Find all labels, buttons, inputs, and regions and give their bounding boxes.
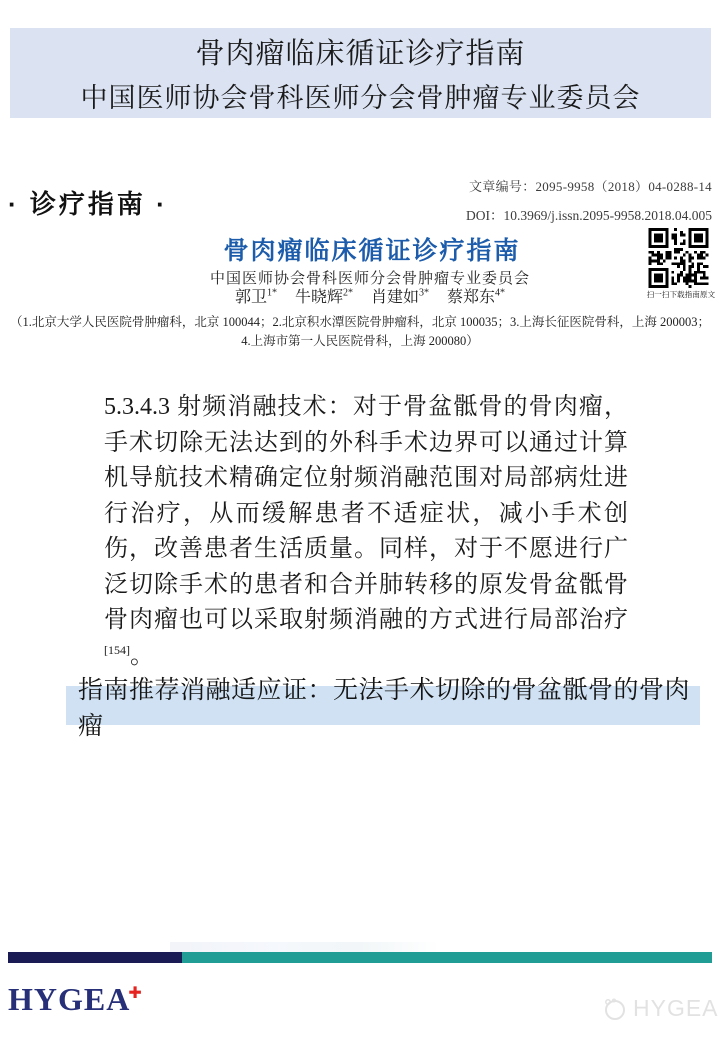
author (295, 289, 353, 306)
author (447, 289, 505, 306)
red-cross-icon: ✚ (128, 983, 143, 1002)
qr-code-icon (647, 228, 710, 288)
author (371, 289, 429, 306)
reference-marker: [154] (104, 642, 130, 657)
author-sup: 3* (419, 287, 430, 299)
section-label: · 诊疗指南 · (8, 189, 168, 219)
body-paragraph (104, 390, 628, 674)
author-sup: 2* (343, 287, 353, 299)
author-name: 肖建如 (371, 289, 420, 306)
banner-title-line1: 骨肉瘤临床循证诊疗指南 (195, 38, 526, 70)
doi: DOI：10.3969/j.issn.2095-9958.2018.04.005 (466, 208, 712, 223)
author-name: 牛晓辉 (294, 289, 343, 306)
hygea-logo (8, 981, 145, 1018)
hygea-logo-text: HYGEA (8, 981, 131, 1017)
footer-bar-teal (182, 952, 712, 963)
author-sup: 4* (495, 287, 506, 299)
camera-logo-icon (601, 996, 627, 1022)
article-title: 骨肉瘤临床循证诊疗指南 (223, 237, 521, 265)
affiliations-line1: （1.北京大学人民医院骨肿瘤科，北京 100044；2.北京积水潭医院骨肿瘤科，北京 100035；3.上海长征医院骨科，上海 200003； (9, 315, 710, 329)
affiliations-line2: 4.上海市第一人民医院骨科，上海 200080） (241, 334, 479, 348)
watermark-text: HYGEA (633, 995, 719, 1021)
recommendation-text: 指南推荐消融适应证：无法手术切除的骨盆骶骨的骨肉瘤 (78, 675, 691, 740)
committee-line: 中国医师协会骨科医师分会骨肿瘤专业委员会 (209, 271, 530, 287)
author-name: 郭卫 (234, 289, 267, 306)
faded-artifact (170, 942, 440, 952)
author (235, 289, 277, 306)
author-list (0, 284, 720, 307)
affiliations (0, 313, 720, 351)
body-text: 5.3.4.3 射频消融技术：对于骨盆骶骨的骨肉瘤，手术切除无法达到的外科手术边界可以通过计算机导航技术精确定位射频消融范围对局部病灶进行治疗，从而缓解患者不适症状，减小手术创伤，改善患者生活质量。同样，对于不愿进行广泛切除手术的患者和合并肺转移的原发骨盆骶骨骨肉瘤也可以采取射频消融的方式进行局部治疗 (104, 394, 628, 633)
qr-section (645, 228, 716, 300)
author-sup: 1* (266, 287, 277, 299)
watermark (601, 995, 719, 1022)
recommendation-banner (66, 675, 700, 740)
body-tail: 。 (130, 642, 154, 669)
article-number: 文章编号：2095-9958（2018）04-0288-14 (469, 179, 712, 194)
footer-bar-navy (8, 952, 182, 963)
article-meta (466, 176, 712, 224)
top-banner (10, 28, 711, 118)
qr-caption: 扫一扫下载指南原文 (646, 290, 716, 299)
banner-title-line2: 中国医师协会骨科医师分会骨肿瘤专业委员会 (80, 83, 641, 113)
author-name: 蔡郑东 (447, 289, 496, 306)
